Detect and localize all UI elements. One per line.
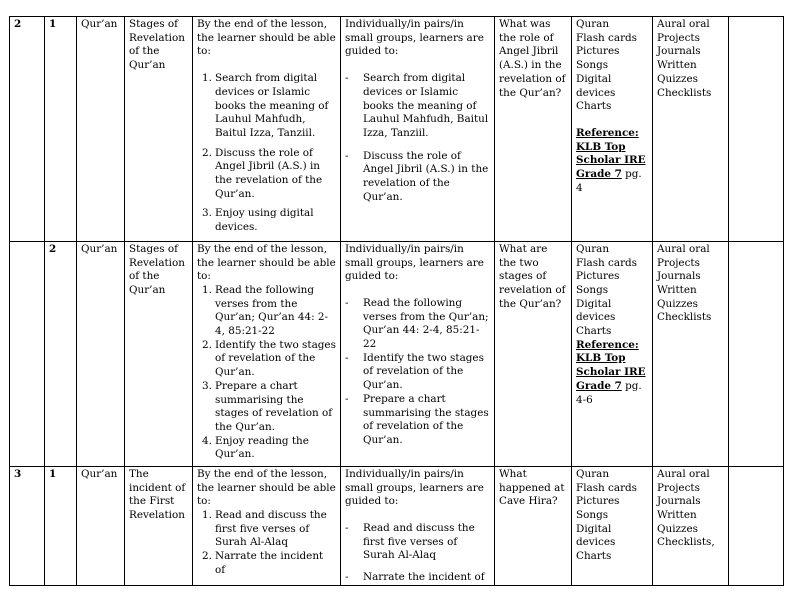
list-item: - Narrate the incident of: [345, 571, 485, 584]
list-item: 1. Search from digital devices or Islamic books the meaning of Lauhul Mahfudh, Baitul Izza, Tanziil.: [202, 72, 329, 139]
learning-experiences-cell: [341, 241, 495, 466]
learning-experiences-cell: [341, 466, 495, 585]
lesson-cell: 1: [45, 17, 77, 242]
outcomes-list: [197, 72, 336, 235]
list-item: - Read the following verses from the Qur’an; Qur’an 44: 2-4, 85:21-22: [345, 296, 489, 351]
experiences-intro: Individually/in pairs/in small groups, learners are guided to:: [345, 18, 484, 58]
week-cell: 2: [10, 17, 45, 242]
reference: Reference: KLB Top Scholar IRE Grade 7 pg. 4-6: [576, 338, 646, 406]
lesson-cell: 2: [45, 241, 77, 466]
week-cell: 3: [10, 466, 45, 585]
week-cell: [10, 241, 45, 466]
table-row: [10, 466, 784, 585]
list-item: - Read and discuss the first five verses of Surah Al-Alaq: [345, 521, 475, 562]
list-item: 4. Enjoy reading the Qur’an.: [202, 434, 309, 461]
list-item: 1. Read the following verses from the Qur’an; Qur’an 44: 2-4, 85:21-22: [202, 283, 328, 338]
list-item: 1. Read and discuss the first five verses of Surah Al-Alaq: [202, 508, 327, 549]
outcomes-intro: By the end of the lesson, the learner should be able to:: [197, 18, 336, 58]
experiences-intro: Individually/in pairs/in small groups, learners are guided to:: [345, 242, 484, 283]
assessment-cell: Aural oral Projects Journals Written Quizzes Checklists: [653, 17, 729, 242]
remarks-cell: [729, 17, 784, 242]
table-row: [10, 241, 784, 466]
assessment-cell: Aural oral Projects Journals Written Quizzes Checklists,: [653, 466, 729, 585]
outcomes-list: [197, 509, 336, 578]
learning-outcomes-cell: [193, 241, 341, 466]
list-item: 2. Discuss the role of Angel Jibril (A.S.) in the revelation of the Qur’an.: [202, 146, 323, 200]
inquiry-question-cell: What are the two stages of revelation of the Qur’an?: [495, 241, 572, 466]
resources-cell: Quran Flash cards Pictures Songs Digital devices Charts Reference: KLB Top Scholar IRE Grade 7 pg. 4-6: [572, 241, 653, 466]
outcomes-intro: By the end of the lesson, the learner should be able to:: [197, 467, 336, 508]
resources-cell: Quran Flash cards Pictures Songs Digital devices Charts: [572, 466, 653, 585]
experiences-list: [345, 297, 490, 448]
list-item: - Discuss the role of Angel Jibril (A.S.) in the revelation of the Qur’an.: [345, 149, 489, 203]
list-item: 3. Prepare a chart summarising the stages of revelation of the Qur’an.: [202, 379, 333, 433]
list-item: 3. Enjoy using digital devices.: [202, 207, 314, 234]
inquiry-question-cell: What was the role of Angel Jibril (A.S.) in the revelation of the Qur’an?: [495, 17, 572, 242]
experiences-list: [345, 72, 490, 204]
learning-experiences-cell: [341, 17, 495, 242]
inquiry-question-cell: What happened at Cave Hira?: [495, 466, 572, 585]
remarks-cell: [729, 466, 784, 585]
assessment-cell: Aural oral Projects Journals Written Quizzes Checklists: [653, 241, 729, 466]
lesson-cell: 1: [45, 466, 77, 585]
strand-cell: Qur’an: [77, 17, 125, 242]
sub-strand-cell: The incident of the First Revelation: [125, 466, 193, 585]
table-row: [10, 17, 784, 242]
strand-cell: Qur’an: [77, 241, 125, 466]
list-item: 2. Identify the two stages of revelation of the Qur’an.: [202, 338, 336, 379]
sub-strand-cell: Stages of Revelation of the Qur’an: [125, 17, 193, 242]
list-item: 2. Narrate the incident of: [202, 550, 324, 576]
scheme-of-work-table: [9, 16, 784, 586]
outcomes-intro: By the end of the lesson, the learner should be able to:: [197, 242, 336, 283]
remarks-cell: [729, 241, 784, 466]
learning-outcomes-cell: [193, 17, 341, 242]
strand-cell: Qur’an: [77, 466, 125, 585]
learning-outcomes-cell: [193, 466, 341, 585]
list-item: - Search from digital devices or Islamic books the meaning of Lauhul Mahfudh, Baitul Izza, Tanziil.: [345, 72, 489, 139]
list-item: - Prepare a chart summarising the stages of revelation of the Qur’an.: [345, 392, 489, 446]
resources-cell: Quran Flash cards Pictures Songs Digital devices Charts Reference: KLB Top Scholar IRE Grade 7 pg. 4: [572, 17, 653, 242]
experiences-intro: Individually/in pairs/in small groups, learners are guided to:: [345, 467, 484, 508]
outcomes-list: [197, 284, 336, 462]
list-item: - Identify the two stages of revelation of the Qur’an.: [345, 351, 484, 392]
experiences-list: [345, 522, 490, 585]
reference: Reference: KLB Top Scholar IRE Grade 7 pg. 4: [576, 126, 646, 194]
sub-strand-cell: Stages of Revelation of the Qur’an: [125, 241, 193, 466]
